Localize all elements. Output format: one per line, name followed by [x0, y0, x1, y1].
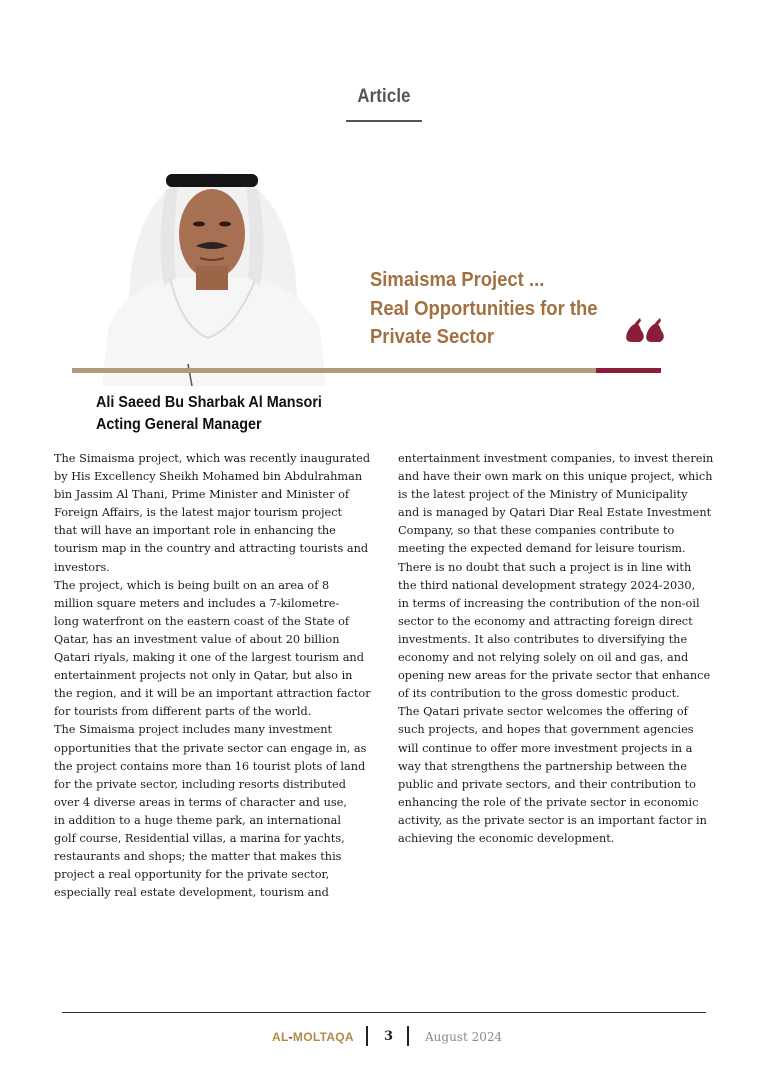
author-title: Acting General Manager	[96, 416, 262, 433]
body-text-line: The Simaisma project includes many investment	[54, 723, 333, 737]
divider-rule-accent	[596, 368, 661, 373]
footer-rule	[62, 1012, 706, 1013]
body-text-line: The Qatari private sector welcomes the offering of	[398, 705, 688, 719]
body-text-line: opportunities that the private sector can engage in, as	[54, 741, 367, 755]
body-text-line: Qatar, has an investment value of about 20 billion	[54, 632, 340, 646]
body-text-line: There is no doubt that such a project is in line with	[398, 560, 692, 574]
magazine-brand	[272, 1030, 354, 1044]
body-text-line: of its contribution to the gross domestic product.	[398, 687, 680, 701]
body-text-line: investments. It also contributes to diversifying the	[398, 632, 688, 646]
body-text-line: the third national development strategy 2024-2030,	[398, 578, 696, 592]
body-text-line: economy and not relying solely on oil and gas, and	[398, 651, 689, 665]
body-text-line: by His Excellency Sheikh Mohamed bin Abdulrahman	[54, 470, 363, 484]
body-text-line: tourism map in the country and attracting tourists and	[54, 542, 369, 556]
body-text-line: will continue to offer more investment projects in a	[398, 741, 693, 755]
body-text-line: such projects, and hopes that government agencies	[398, 723, 694, 737]
footer-separator	[407, 1026, 409, 1046]
body-text-line: way that strengthens the partnership between the	[398, 759, 687, 773]
page-number: 3	[384, 1029, 394, 1044]
headline-line-1: Simaisma Project ...	[370, 268, 545, 291]
body-text-line: opening new areas for the private sector that enhance	[398, 669, 711, 683]
article-headline	[370, 266, 622, 352]
body-text-line: entertainment projects not only in Qatar, but also in	[54, 669, 353, 683]
body-text-line: million square meters and includes a 7-kilometre-	[54, 596, 340, 610]
body-text-line: for the private sector, including resorts distributed	[54, 777, 346, 791]
body-text-line: especially real estate development, tourism and	[54, 886, 329, 900]
body-text-line: for tourists from different parts of the world.	[54, 705, 312, 719]
body-text-line: bin Jassim Al Thani, Prime Minister and Minister of	[54, 488, 350, 502]
body-text-line: public and private sectors, and their contribution to	[398, 777, 696, 791]
body-text-line: achieving the economic development.	[398, 831, 615, 845]
body-text-line: The Simaisma project, which was recently inaugurated	[54, 452, 371, 465]
issue-date: August 2024	[425, 1030, 503, 1044]
body-text-line: and is managed by Qatari Diar Real Estate Investment	[398, 506, 712, 520]
brand-dash: -	[288, 1030, 293, 1044]
body-text-line: is the latest project of the Ministry of Municipality	[398, 488, 688, 502]
body-text-line: the region, and it will be an important attraction factor	[54, 687, 371, 701]
brand-prefix: AL	[272, 1030, 289, 1044]
body-text-line: The project, which is being built on an area of 8	[54, 578, 330, 592]
brand-name: MOLTAQA	[292, 1030, 354, 1044]
body-text-line: enhancing the role of the private sector in economic	[398, 795, 699, 809]
body-text-line: the project contains more than 16 tourist plots of land	[54, 759, 366, 773]
body-text-line: activity, as the private sector is an important factor in	[398, 813, 707, 827]
headline-line-3: Private Sector	[370, 325, 495, 348]
body-text-line: Foreign Affairs, is the latest major tourism project	[54, 506, 343, 520]
author-portrait	[100, 128, 326, 386]
body-text-line: golf course, Residential villas, a marina for yachts,	[54, 831, 345, 845]
body-text-line: project a real opportunity for the private sector,	[54, 868, 330, 882]
author-byline	[96, 392, 322, 436]
body-column-right	[398, 450, 714, 848]
section-label: Article	[357, 86, 411, 107]
body-text-line: sector to the economy and attracting foreign direct	[398, 614, 693, 628]
body-text-line: in terms of increasing the contribution of the non-oil	[398, 596, 700, 610]
closing-quote-icon	[626, 312, 668, 344]
body-text-line: over 4 diverse areas in terms of character and use,	[54, 795, 347, 809]
body-text-line: meeting the expected demand for leisure tourism.	[398, 542, 686, 556]
body-text-line: and have their own mark on this unique project, which	[398, 470, 713, 484]
body-text-line: Qatari riyals, making it one of the largest tourism and	[54, 651, 364, 665]
body-text-line: restaurants and shops; the matter that makes this	[54, 850, 342, 864]
body-text-line: Company, so that these companies contribute to	[398, 524, 675, 538]
footer-separator	[366, 1026, 368, 1046]
body-column-left	[54, 450, 370, 902]
body-text-line: that will have an important role in enhancing the	[54, 524, 336, 538]
author-name: Ali Saeed Bu Sharbak Al Mansori	[96, 394, 322, 411]
body-text-line: long waterfront on the eastern coast of the State of	[54, 614, 350, 628]
section-underline	[346, 120, 422, 122]
headline-line-2: Real Opportunities for the	[370, 296, 598, 320]
body-text-line: in addition to a huge theme park, an international	[54, 813, 342, 827]
body-text-line: investors.	[54, 560, 110, 574]
body-text-line: entertainment investment companies, to invest therein	[398, 452, 714, 465]
divider-rule-tan	[72, 368, 596, 373]
page-footer	[0, 1026, 768, 1048]
